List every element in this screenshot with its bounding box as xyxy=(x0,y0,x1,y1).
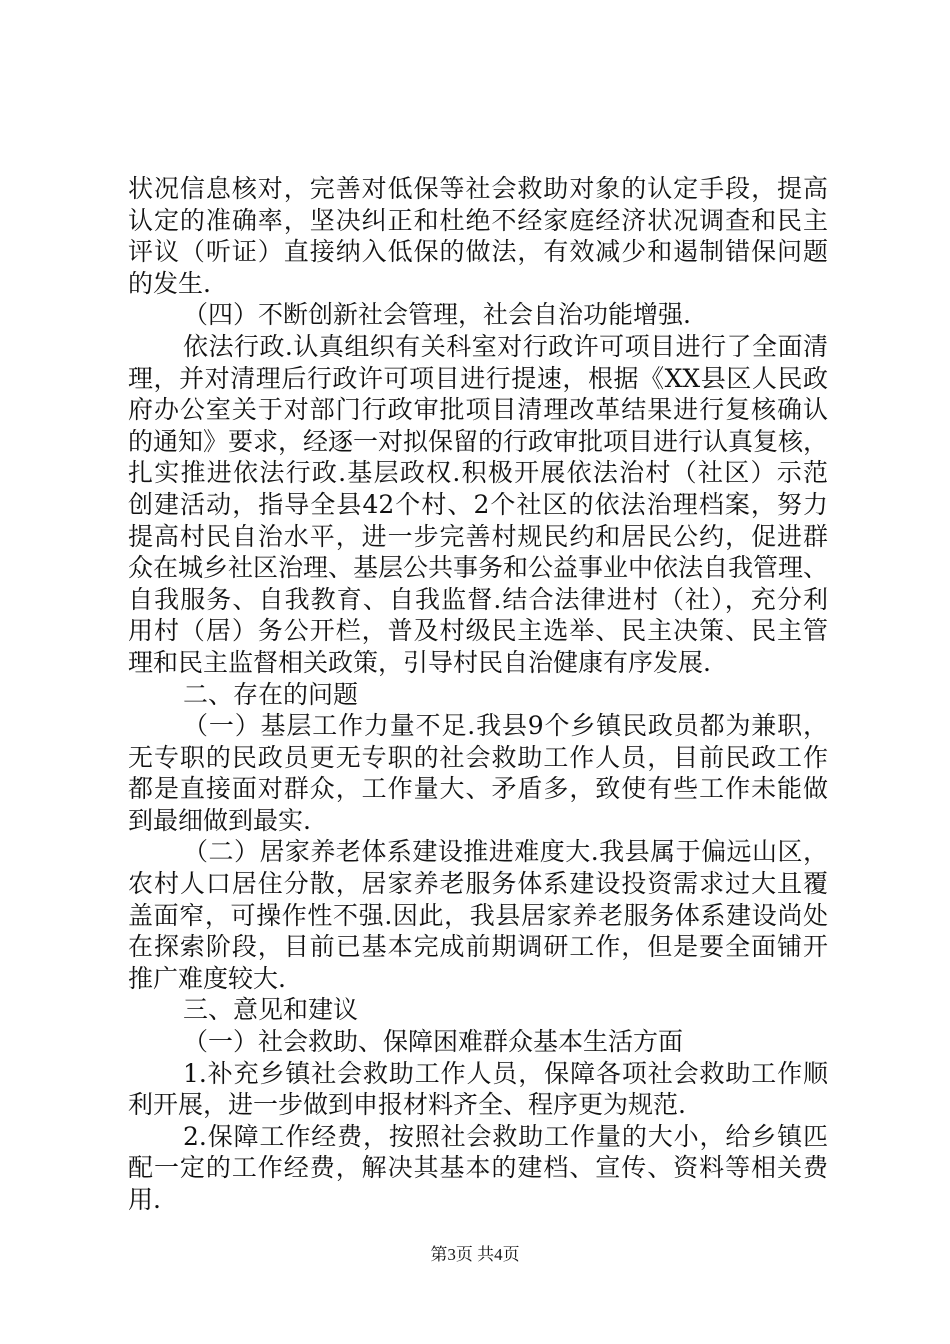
text-line: （一）基层工作力量不足.我县9个乡镇民政员都为兼职， xyxy=(183,711,828,741)
text-line: 依法行政.认真组织有关科室对行政许可项目进行了全面清 xyxy=(183,331,828,361)
text-line: 自我服务、自我教育、自我监督.结合法律进村（社），充分利 xyxy=(128,584,828,614)
text-line: 农村人口居住分散，居家养老服务体系建设投资需求过大且覆 xyxy=(128,869,828,899)
text-line: 认定的准确率，坚决纠正和杜绝不经家庭经济状况调查和民主 xyxy=(128,205,828,235)
text-line: 理和民主监督相关政策，引导村民自治健康有序发展. xyxy=(128,647,711,677)
text-line: 的通知》要求，经逐一对拟保留的行政审批项目进行认真复核， xyxy=(128,426,829,456)
document-body xyxy=(128,173,828,1216)
text-line: 推广难度较大. xyxy=(128,963,286,993)
text-line: （一）社会救助、保障困难群众基本生活方面 xyxy=(183,1027,684,1057)
text-line: 提高村民自治水平，进一步完善村规民约和居民公约，促进群 xyxy=(128,521,828,551)
text-line: （四）不断创新社会管理，社会自治功能增强. xyxy=(183,300,691,330)
text-line: 到最细做到最实. xyxy=(128,805,311,835)
text-line: 评议（听证）直接纳入低保的做法，有效减少和遏制错保问题 xyxy=(128,237,828,267)
text-line: 配一定的工作经费，解决其基本的建档、宣传、资料等相关费 xyxy=(128,1153,828,1183)
text-line: 众在城乡社区治理、基层公共事务和公益事业中依法自我管理、 xyxy=(128,553,829,583)
text-line: 府办公室关于对部门行政审批项目清理改革结果进行复核确认 xyxy=(128,395,828,425)
text-line: 利开展，进一步做到申报材料齐全、程序更为规范. xyxy=(128,1090,686,1120)
text-line: 用村（居）务公开栏，普及村级民主选举、民主决策、民主管 xyxy=(128,616,828,646)
text-line: 盖面窄，可操作性不强.因此，我县居家养老服务体系建设尚处 xyxy=(128,900,828,930)
text-line: 都是直接面对群众，工作量大、矛盾多，致使有些工作未能做 xyxy=(128,774,828,804)
text-line: 三、意见和建议 xyxy=(183,995,359,1025)
text-line: 扎实推进依法行政.基层政权.积极开展依法治村（社区）示范 xyxy=(128,458,828,488)
text-line: 状况信息核对，完善对低保等社会救助对象的认定手段，提高 xyxy=(128,174,828,203)
text-line: 二、存在的问题 xyxy=(183,679,359,709)
page-footer: 第3页 共4页 xyxy=(430,1245,520,1264)
text-line: 理，并对清理后行政许可项目进行提速，根据《XX县区人民政 xyxy=(128,363,828,393)
text-line: 的发生. xyxy=(128,268,211,298)
text-line: 1.补充乡镇社会救助工作人员，保障各项社会救助工作顺 xyxy=(183,1058,828,1088)
text-line: 用. xyxy=(128,1185,161,1214)
text-line: 无专职的民政员更无专职的社会救助工作人员，目前民政工作 xyxy=(128,742,828,772)
text-line: 在探索阶段，目前已基本完成前期调研工作，但是要全面铺开 xyxy=(128,932,828,962)
text-line: （二）居家养老体系建设推进难度大.我县属于偏远山区， xyxy=(183,837,828,867)
text-line: 2.保障工作经费，按照社会救助工作量的大小，给乡镇匹 xyxy=(183,1121,828,1151)
text-line: 创建活动，指导全县42个村、2个社区的依法治理档案，努力 xyxy=(128,489,828,519)
